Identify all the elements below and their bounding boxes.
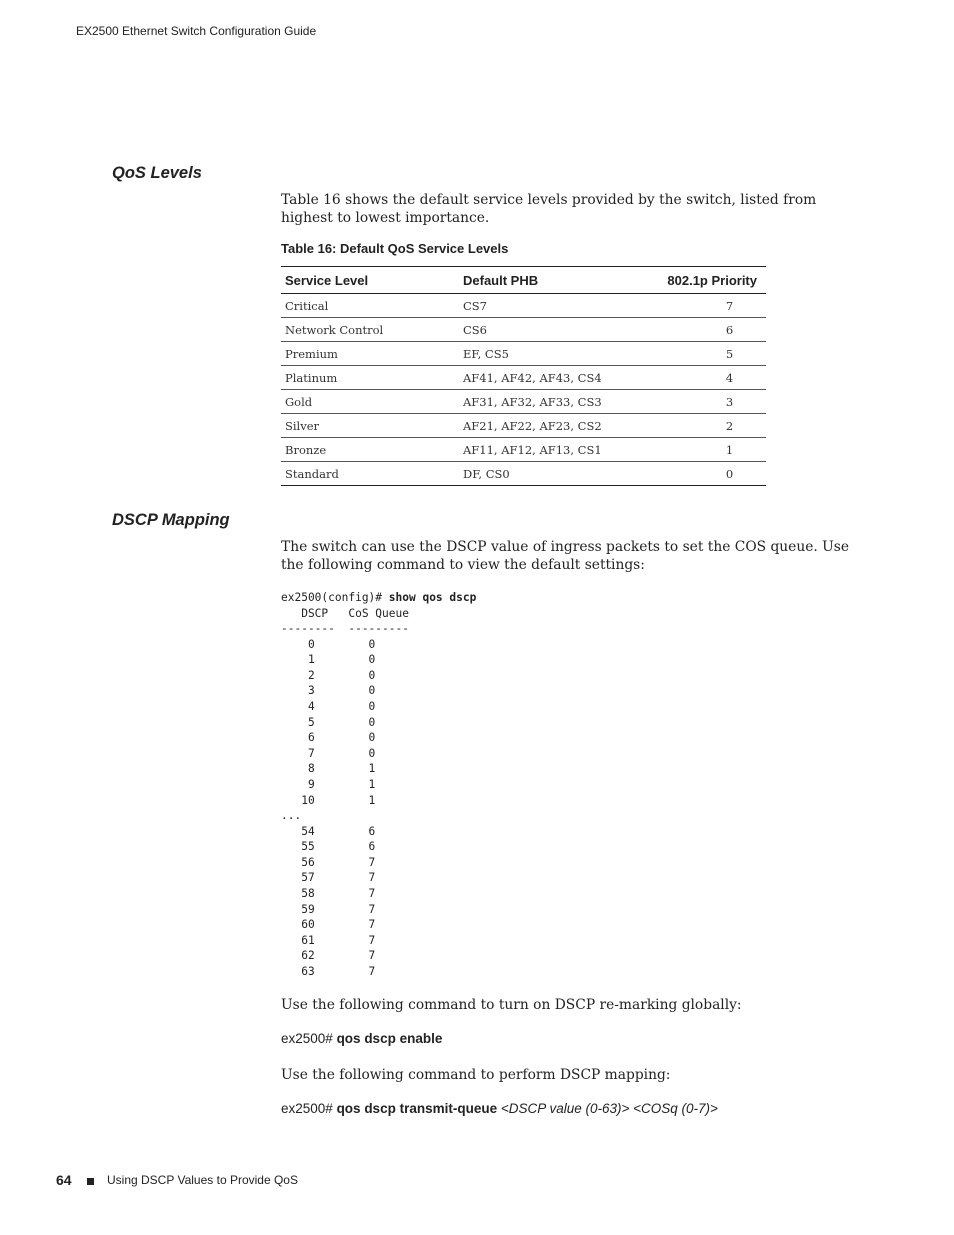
qos-levels-intro: Table 16 shows the default service levels provided by the switch, listed from highest to lowest importance. bbox=[281, 192, 817, 226]
table-row bbox=[281, 366, 766, 390]
section-heading-dscp-mapping: DSCP Mapping bbox=[112, 511, 230, 529]
table-row bbox=[281, 318, 766, 342]
table-row bbox=[281, 462, 766, 486]
code-prompt: ex2500(config)# bbox=[281, 591, 389, 604]
command-keyword: qos dscp transmit-queue bbox=[336, 1101, 498, 1116]
cell-service-level: Network Control bbox=[281, 318, 459, 342]
table-row bbox=[281, 390, 766, 414]
cell-default-phb: EF, CS5 bbox=[459, 342, 647, 366]
table-row bbox=[281, 414, 766, 438]
cell-default-phb: AF31, AF32, AF33, CS3 bbox=[459, 390, 647, 414]
table-row bbox=[281, 294, 766, 318]
cell-service-level: Silver bbox=[281, 414, 459, 438]
cell-priority: 3 bbox=[647, 390, 766, 414]
cell-priority: 4 bbox=[647, 366, 766, 390]
cell-default-phb: CS6 bbox=[459, 318, 647, 342]
code-command: show qos dscp bbox=[388, 591, 477, 604]
command-arguments: <DSCP value (0-63)> <COSq (0-7)> bbox=[497, 1101, 718, 1116]
footer-section-title: Using DSCP Values to Provide QoS bbox=[107, 1173, 298, 1187]
cell-default-phb: CS7 bbox=[459, 294, 647, 318]
command-qos-dscp-transmit-queue bbox=[281, 1101, 718, 1116]
cell-priority: 7 bbox=[647, 294, 766, 318]
cell-priority: 2 bbox=[647, 414, 766, 438]
command-prompt: ex2500# bbox=[281, 1101, 337, 1116]
mapping-instruction: Use the following command to perform DSCP mapping: bbox=[281, 1067, 671, 1083]
remark-instruction: Use the following command to turn on DSCP re-marking globally: bbox=[281, 997, 742, 1013]
dscp-mapping-intro: The switch can use the DSCP value of ingress packets to set the COS queue. Use the following command to view the default settings: bbox=[281, 539, 850, 573]
cell-service-level: Critical bbox=[281, 294, 459, 318]
cell-priority: 5 bbox=[647, 342, 766, 366]
cell-priority: 1 bbox=[647, 438, 766, 462]
cell-default-phb: AF41, AF42, AF43, CS4 bbox=[459, 366, 647, 390]
cell-service-level: Bronze bbox=[281, 438, 459, 462]
column-header-service-level: Service Level bbox=[281, 267, 459, 294]
running-header: EX2500 Ethernet Switch Configuration Guide bbox=[76, 24, 317, 38]
cell-service-level: Gold bbox=[281, 390, 459, 414]
cell-priority: 0 bbox=[647, 462, 766, 486]
code-block-show-qos-dscp bbox=[281, 590, 476, 979]
section-heading-qos-levels: QoS Levels bbox=[112, 164, 202, 182]
table-header-row bbox=[281, 267, 766, 294]
table-caption: Table 16: Default QoS Service Levels bbox=[281, 241, 509, 256]
cell-service-level: Premium bbox=[281, 342, 459, 366]
cell-default-phb: AF11, AF12, AF13, CS1 bbox=[459, 438, 647, 462]
cell-default-phb: AF21, AF22, AF23, CS2 bbox=[459, 414, 647, 438]
cell-service-level: Platinum bbox=[281, 366, 459, 390]
code-output: DSCP CoS Queue -------- --------- 0 0 1 0 2 0 3 0 4 0 5 0 6 0 7 0 8 1 9 1 10 1 ... 54 6 55 6 56 7 57 7 58 7 59 7 60 7 61 7 62 7 63 7 bbox=[281, 606, 409, 978]
cell-priority: 6 bbox=[647, 318, 766, 342]
column-header-priority: 802.1p Priority bbox=[647, 267, 766, 294]
qos-service-levels-table bbox=[281, 266, 766, 486]
command-keyword: qos dscp enable bbox=[336, 1031, 443, 1046]
square-bullet-icon bbox=[87, 1178, 94, 1185]
page-number: 64 bbox=[56, 1172, 72, 1188]
table-row bbox=[281, 342, 766, 366]
table-row bbox=[281, 438, 766, 462]
cell-default-phb: DF, CS0 bbox=[459, 462, 647, 486]
column-header-default-phb: Default PHB bbox=[459, 267, 647, 294]
command-prompt: ex2500# bbox=[281, 1031, 337, 1046]
command-qos-dscp-enable bbox=[281, 1031, 442, 1046]
cell-service-level: Standard bbox=[281, 462, 459, 486]
